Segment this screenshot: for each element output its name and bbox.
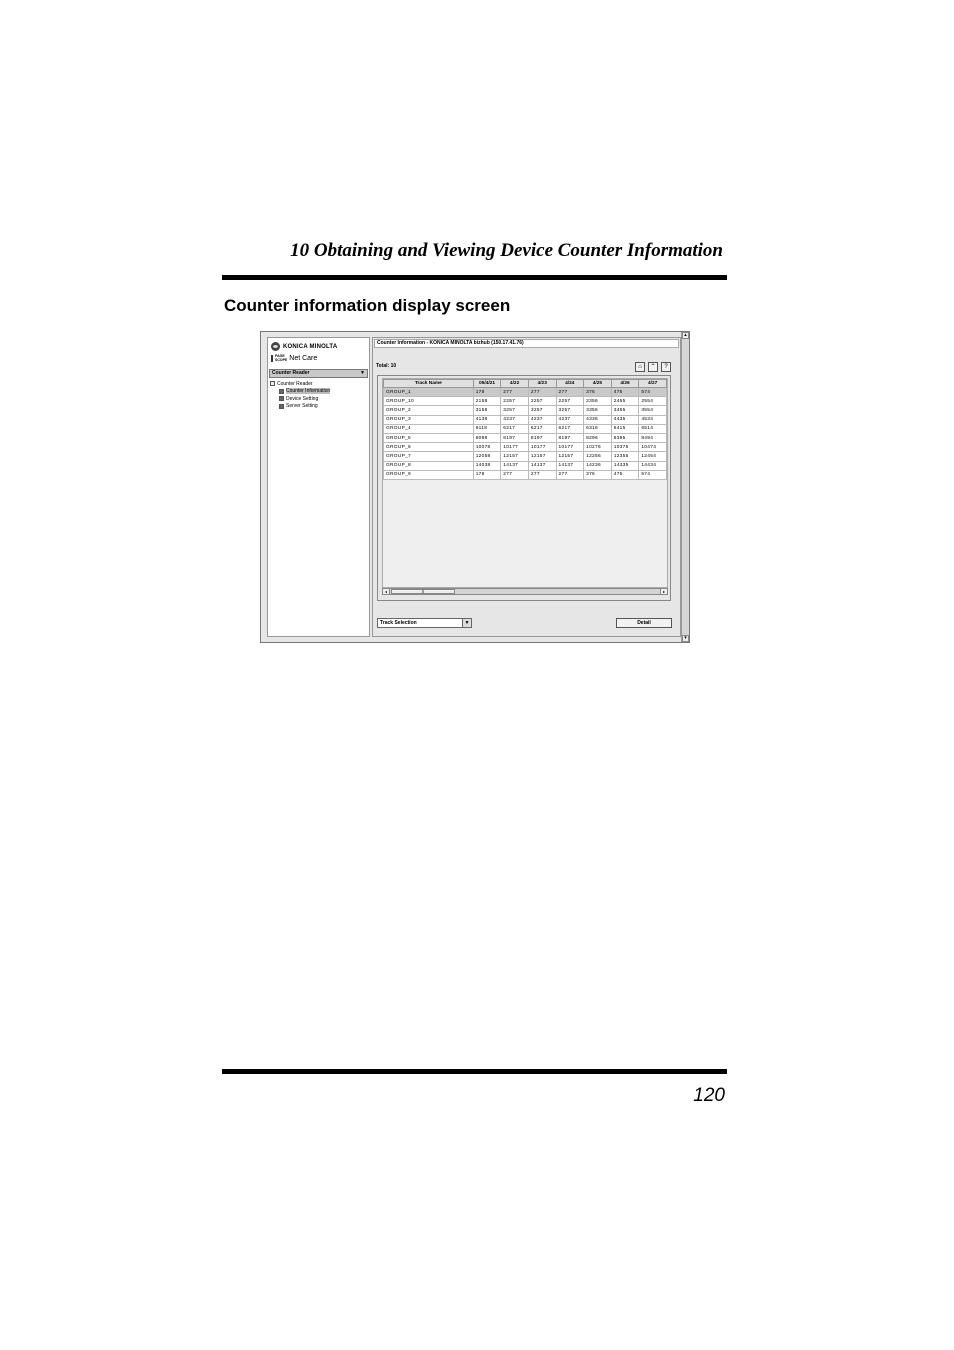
column-header[interactable]: 4/23 bbox=[528, 380, 556, 388]
collapse-icon: ⌃ bbox=[650, 364, 656, 370]
counter-cell: 10078 bbox=[473, 443, 501, 452]
function-tree bbox=[270, 380, 368, 410]
counter-cell: 277 bbox=[556, 388, 584, 397]
track-name-cell: GROUP_2 bbox=[384, 406, 474, 415]
function-selector-label: Counter Reader bbox=[272, 370, 310, 376]
counter-cell: 8197 bbox=[556, 433, 584, 442]
counter-cell: 6514 bbox=[639, 424, 667, 433]
counter-cell: 2554 bbox=[639, 397, 667, 406]
counter-cell: 8494 bbox=[639, 433, 667, 442]
counter-cell: 2356 bbox=[584, 397, 612, 406]
tree-item-label: Server Setting bbox=[286, 403, 318, 410]
counter-table-frame bbox=[377, 375, 671, 601]
counter-cell: 6217 bbox=[556, 424, 584, 433]
counter-cell: 6217 bbox=[501, 424, 529, 433]
counter-cell: 475 bbox=[611, 388, 639, 397]
table-row[interactable] bbox=[384, 470, 667, 479]
counter-cell: 277 bbox=[528, 470, 556, 479]
counter-cell: 4237 bbox=[556, 415, 584, 424]
scroll-thumb[interactable]: ⦀ bbox=[391, 589, 455, 594]
counter-cell: 14137 bbox=[556, 461, 584, 470]
page-number: 120 bbox=[693, 1085, 725, 1106]
table-row[interactable] bbox=[384, 388, 667, 397]
counter-cell: 4237 bbox=[501, 415, 529, 424]
counter-cell: 2158 bbox=[473, 397, 501, 406]
track-name-cell: GROUP_8 bbox=[384, 461, 474, 470]
counter-cell: 475 bbox=[611, 470, 639, 479]
counter-cell: 8395 bbox=[611, 433, 639, 442]
product-name: Net Care bbox=[289, 355, 318, 362]
column-header[interactable]: Track Name bbox=[384, 380, 474, 388]
scroll-right-icon[interactable]: ▸ bbox=[660, 589, 667, 594]
save-icon: ⌂ bbox=[638, 364, 642, 370]
counter-cell: 6316 bbox=[584, 424, 612, 433]
vendor-name: KONICA MINOLTA bbox=[283, 343, 338, 350]
counter-cell: 376 bbox=[584, 470, 612, 479]
counter-cell: 8197 bbox=[501, 433, 529, 442]
counter-cell: 3257 bbox=[556, 406, 584, 415]
counter-cell: 2257 bbox=[501, 397, 529, 406]
tree-item[interactable] bbox=[270, 388, 368, 396]
tree-item[interactable] bbox=[270, 380, 368, 388]
counter-cell: 10177 bbox=[501, 443, 529, 452]
counter-cell: 277 bbox=[501, 470, 529, 479]
node-icon bbox=[279, 396, 284, 401]
table-row[interactable] bbox=[384, 452, 667, 461]
pagescope-logo: PAGE SCOPE bbox=[271, 355, 287, 362]
counter-cell: 14434 bbox=[639, 461, 667, 470]
column-header[interactable]: 4/26 bbox=[611, 380, 639, 388]
horizontal-scrollbar[interactable] bbox=[382, 588, 668, 595]
counter-cell: 574 bbox=[639, 470, 667, 479]
counter-screenshot bbox=[260, 331, 690, 643]
node-icon bbox=[279, 404, 284, 409]
footer-rule bbox=[222, 1069, 727, 1074]
counter-cell: 178 bbox=[473, 388, 501, 397]
counter-cell: 12355 bbox=[611, 452, 639, 461]
vertical-scrollbar[interactable] bbox=[681, 332, 689, 642]
counter-cell: 12157 bbox=[528, 452, 556, 461]
counter-cell: 6415 bbox=[611, 424, 639, 433]
counter-cell: 4237 bbox=[528, 415, 556, 424]
scroll-down-icon[interactable]: ▾ bbox=[682, 635, 689, 642]
counter-cell: 14335 bbox=[611, 461, 639, 470]
counter-cell: 277 bbox=[556, 470, 584, 479]
counter-cell: 14137 bbox=[528, 461, 556, 470]
counter-table bbox=[382, 378, 668, 588]
scroll-up-icon[interactable]: ▴ bbox=[682, 332, 689, 339]
counter-cell: 3455 bbox=[611, 406, 639, 415]
column-header[interactable]: 4/22 bbox=[501, 380, 529, 388]
column-header[interactable]: 4/25 bbox=[584, 380, 612, 388]
brand-header bbox=[271, 341, 368, 367]
counter-cell: 14236 bbox=[584, 461, 612, 470]
counter-cell: 2455 bbox=[611, 397, 639, 406]
track-name-cell: GROUP_1 bbox=[384, 388, 474, 397]
counter-cell: 10177 bbox=[528, 443, 556, 452]
counter-cell: 376 bbox=[584, 388, 612, 397]
counter-cell: 4435 bbox=[611, 415, 639, 424]
total-count: Total: 10 bbox=[376, 363, 397, 369]
track-selection-dropdown[interactable] bbox=[377, 618, 472, 628]
counter-cell: 2257 bbox=[556, 397, 584, 406]
table-row[interactable] bbox=[384, 424, 667, 433]
function-selector[interactable] bbox=[269, 369, 368, 378]
counter-cell: 3257 bbox=[528, 406, 556, 415]
counter-cell: 4138 bbox=[473, 415, 501, 424]
counter-cell: 12256 bbox=[584, 452, 612, 461]
counter-cell: 12157 bbox=[501, 452, 529, 461]
help-icon: ? bbox=[664, 364, 668, 370]
tree-item-label: Counter Reader bbox=[277, 380, 313, 387]
counter-cell: 10375 bbox=[611, 443, 639, 452]
counter-cell: 277 bbox=[501, 388, 529, 397]
scroll-left-icon[interactable]: ◂ bbox=[383, 589, 390, 594]
track-selection-label: Track Selection bbox=[380, 620, 417, 626]
tree-item[interactable] bbox=[270, 403, 368, 411]
counter-cell: 6118 bbox=[473, 424, 501, 433]
counter-cell: 8296 bbox=[584, 433, 612, 442]
counter-cell: 12058 bbox=[473, 452, 501, 461]
counter-cell: 3158 bbox=[473, 406, 501, 415]
track-name-cell: GROUP_6 bbox=[384, 443, 474, 452]
track-name-cell: GROUP_4 bbox=[384, 424, 474, 433]
counter-cell: 8098 bbox=[473, 433, 501, 442]
section-title: Counter information display screen bbox=[224, 296, 511, 315]
track-name-cell: GROUP_10 bbox=[384, 397, 474, 406]
detail-button[interactable]: Detail bbox=[616, 618, 672, 628]
collapse-button[interactable] bbox=[648, 362, 658, 372]
track-name-cell: GROUP_7 bbox=[384, 452, 474, 461]
header-rule bbox=[222, 275, 727, 280]
table-row[interactable] bbox=[384, 406, 667, 415]
counter-cell: 277 bbox=[528, 388, 556, 397]
counter-cell: 3356 bbox=[584, 406, 612, 415]
column-header[interactable]: 4/24 bbox=[556, 380, 584, 388]
counter-cell: 10474 bbox=[639, 443, 667, 452]
counter-information-panel bbox=[372, 337, 681, 637]
help-button[interactable] bbox=[661, 362, 671, 372]
counter-cell: 10177 bbox=[556, 443, 584, 452]
tree-item-label: Device Setting bbox=[286, 395, 319, 402]
counter-cell: 6217 bbox=[528, 424, 556, 433]
tree-item-label: Counter Information bbox=[286, 388, 331, 395]
table-row[interactable] bbox=[384, 443, 667, 452]
table-row[interactable] bbox=[384, 433, 667, 442]
counter-cell: 3257 bbox=[501, 406, 529, 415]
table-row[interactable] bbox=[384, 415, 667, 424]
table-row[interactable] bbox=[384, 461, 667, 470]
navigation-pane bbox=[267, 337, 370, 637]
dropdown-arrow-icon[interactable]: ▼ bbox=[360, 370, 365, 376]
folder-icon bbox=[270, 381, 275, 386]
counter-cell: 574 bbox=[639, 388, 667, 397]
counter-cell: 178 bbox=[473, 470, 501, 479]
counter-cell: 8197 bbox=[528, 433, 556, 442]
counter-cell: 14038 bbox=[473, 461, 501, 470]
node-icon bbox=[279, 389, 284, 394]
konica-minolta-logo-icon bbox=[271, 342, 280, 351]
track-name-cell: GROUP_3 bbox=[384, 415, 474, 424]
counter-cell: 2257 bbox=[528, 397, 556, 406]
counter-cell: 3554 bbox=[639, 406, 667, 415]
tree-item[interactable] bbox=[270, 395, 368, 403]
save-button[interactable] bbox=[635, 362, 645, 372]
counter-cell: 12157 bbox=[556, 452, 584, 461]
window-title: Counter Information - KONICA MINOLTA bizhub (150.17.41.76) bbox=[374, 339, 679, 348]
column-header[interactable]: 05/4/21 bbox=[473, 380, 501, 388]
counter-cell: 4534 bbox=[639, 415, 667, 424]
chapter-title: 10 Obtaining and Viewing Device Counter Information bbox=[290, 240, 723, 261]
track-name-cell: GROUP_9 bbox=[384, 470, 474, 479]
counter-cell: 12454 bbox=[639, 452, 667, 461]
track-name-cell: GROUP_5 bbox=[384, 433, 474, 442]
column-header[interactable]: 4/27 bbox=[639, 380, 667, 388]
counter-cell: 4336 bbox=[584, 415, 612, 424]
counter-cell: 10276 bbox=[584, 443, 612, 452]
chevron-down-icon[interactable]: ▼ bbox=[462, 619, 471, 627]
counter-cell: 14137 bbox=[501, 461, 529, 470]
table-header-row bbox=[384, 380, 667, 388]
table-row[interactable] bbox=[384, 397, 667, 406]
